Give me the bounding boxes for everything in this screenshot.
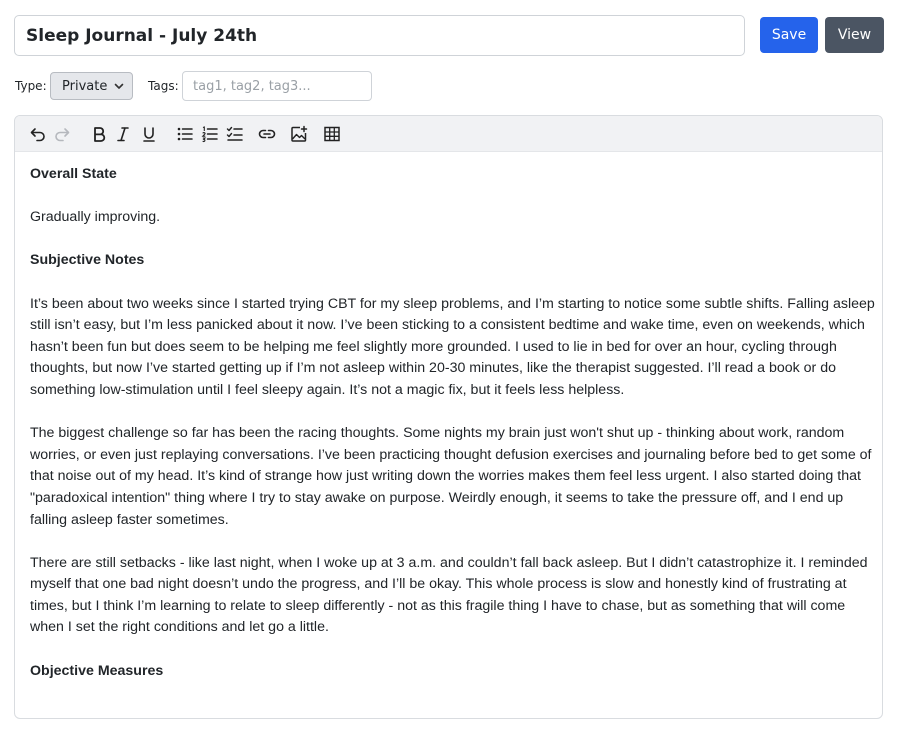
heading-overall-state: Overall State <box>30 166 117 182</box>
tags-label: Tags: <box>148 79 179 93</box>
checklist-icon[interactable] <box>225 124 245 144</box>
view-button[interactable]: View <box>825 17 884 53</box>
save-button[interactable]: Save <box>760 17 818 53</box>
editor-toolbar <box>15 116 882 152</box>
paragraph-subjective-2: The biggest challenge so far has been the racing thoughts. Some nights my brain just won't shut up - thinking about work, random worries, or even just replaying conversations. I’ve been practicing thought defusion exercises and journaling before bed to get some of that noise out of my head. It’s kind of strange how just writing down the worries makes them feel less urgent. I also started doing that "paradoxical intention" thing where I try to stay awake on purpose. Weirdly enough, it seems to take the pressure off, and I end up falling asleep faster sometimes. <box>30 425 872 528</box>
title-input[interactable] <box>14 15 745 56</box>
editor-content[interactable] <box>30 164 875 704</box>
bullet-list-icon[interactable] <box>175 124 195 144</box>
image-icon[interactable] <box>289 124 309 144</box>
numbered-list-icon[interactable] <box>200 124 220 144</box>
underline-icon[interactable] <box>139 124 159 144</box>
bold-icon[interactable] <box>89 124 109 144</box>
type-select-value: Private <box>62 78 108 94</box>
paragraph-overall-state: Gradually improving. <box>30 209 161 226</box>
heading-subjective-notes: Subjective Notes <box>30 252 145 269</box>
heading-objective-measures: Objective Measures <box>30 662 164 679</box>
undo-icon[interactable] <box>28 124 48 144</box>
paragraph-subjective-3: There are still setbacks - like last night, when I woke up at 3 a.m. and couldn’t fall back asleep. But I didn’t catastrophize it. I reminded myself that one bad night doesn’t undo the progress, and I’ll be okay. This whole process is slow and honestly kind of frustrating at times, but I think I’m learning to relate to sleep differently - not as this fragile thing I have to chase, but as something that will come when I set the right conditions and let go a little. <box>30 554 868 636</box>
tags-input[interactable] <box>182 71 372 101</box>
redo-icon[interactable] <box>52 124 72 144</box>
link-icon[interactable] <box>257 124 277 144</box>
paragraph-subjective-1: It’s been about two weeks since I started trying CBT for my sleep problems, and I’m starting to notice some subtle shifts. Falling asleep still isn’t easy, but I’m less panicked about it now. I’ve been sticking to a consistent bedtime and wake time, even on weekends, which hasn’t been fun but does seem to be helping me feel slightly more grounded. I used to lie in bed for over an hour, cycling through thoughts, but now I’ve started getting up if I’m not asleep within 20-30 minutes, like the therapist suggested. I’ll read a book or do something low-stimulation until I feel sleepy again. It’s not a magic fix, but it feels less helpless. <box>30 295 875 398</box>
rich-text-editor <box>14 115 883 719</box>
type-label: Type: <box>15 79 47 93</box>
italic-icon[interactable] <box>113 124 133 144</box>
type-select[interactable] <box>50 72 133 100</box>
table-icon[interactable] <box>322 124 342 144</box>
chevron-down-icon <box>113 80 125 92</box>
